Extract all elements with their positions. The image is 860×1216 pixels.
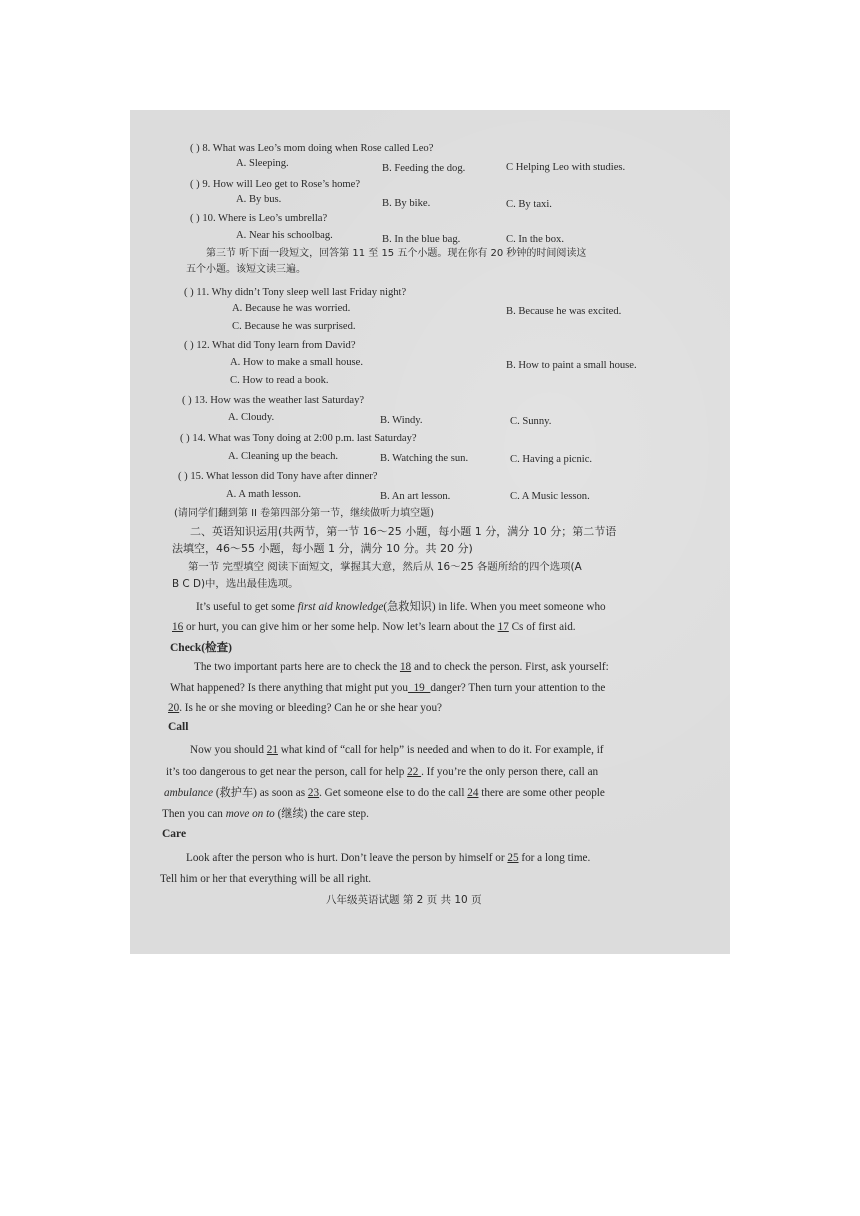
passage-line [164, 786, 694, 800]
heading-check: Check(检查) [170, 642, 232, 654]
heading-call: Call [168, 721, 189, 733]
q11-option-b: B. Because he was excited. [506, 306, 622, 317]
passage-text: . Is he or she moving or bleeding? Can he or she hear you? [179, 702, 443, 714]
question-15: ( ) 15. What lesson did Tony have after dinner? [178, 471, 378, 482]
passage-text: (急救知识) in life. When you meet someone who [383, 601, 606, 613]
q11-option-a: A. Because he was worried. [232, 303, 351, 314]
passage-text: there are some other people [478, 787, 605, 799]
question-11: ( ) 11. Why didn’t Tony sleep well last Friday night? [184, 287, 407, 298]
passage-line [190, 743, 720, 757]
q9-option-a: A. By bus. [236, 194, 282, 205]
passage-text: . If you’re the only person there, call an [421, 766, 599, 778]
passage-italic-term: ambulance [164, 787, 214, 799]
blank-23: 23 [307, 787, 320, 799]
passage-text: (继续) the care step. [274, 808, 369, 820]
question-14: ( ) 14. What was Tony doing at 2:00 p.m. last Saturday? [180, 433, 417, 444]
passage-text: it’s too dangerous to get near the person, call for help [166, 766, 408, 778]
q12-option-c: C. How to read a book. [230, 375, 329, 386]
passage-text: It’s useful to get some [196, 601, 298, 613]
page-footer: 八年级英语试题 第 2 页 共 10 页 [326, 894, 482, 906]
passage-text: Then you can [162, 808, 226, 820]
passage-italic-term: first aid knowledge [297, 601, 384, 613]
passage-text: What happened? Is there anything that might put you [170, 682, 408, 694]
part2-title: 二、英语知识运用(共两节，第一节 16～25 小题，每小题 1 分，满分 10 分；第二节语 [190, 525, 617, 538]
passage-text: danger? Then turn your attention to the [430, 682, 606, 694]
exam-page-scan [130, 110, 730, 954]
section3-instruction-cont: 五个小题。该短文读三遍。 [186, 264, 306, 275]
q12-option-b: B. How to paint a small house. [506, 360, 637, 371]
q12-option-a: A. How to make a small house. [230, 357, 363, 368]
q10-option-a: A. Near his schoolbag. [236, 230, 333, 241]
q8-option-a: A. Sleeping. [236, 158, 289, 169]
blank-22: 22 [407, 766, 422, 778]
q13-option-b: B. Windy. [380, 415, 423, 426]
q8-option-b: B. Feeding the dog. [382, 163, 466, 174]
passage-line [166, 765, 696, 779]
passage-italic-term: move on to [225, 808, 275, 820]
question-10: ( ) 10. Where is Leo’s umbrella? [190, 213, 328, 224]
passage-text: and to check the person. First, ask yourself: [411, 661, 609, 673]
passage-line [168, 701, 698, 715]
q9-option-c: C. By taxi. [506, 199, 552, 210]
part2-title-cont: 法填空，46～55 小题，每小题 1 分，满分 10 分。共 20 分) [172, 542, 473, 555]
q8-option-c: C Helping Leo with studies. [506, 162, 626, 173]
blank-16: 16 [172, 621, 184, 633]
question-8: ( ) 8. What was Leo’s mom doing when Rose called Leo? [190, 143, 434, 154]
blank-20: 20 [168, 702, 180, 714]
q10-option-b: B. In the blue bag. [382, 234, 461, 245]
q15-option-c: C. A Music lesson. [510, 491, 590, 502]
cloze-instruction-cont: B C D)中，选出最佳选项。 [172, 578, 299, 590]
q14-option-b: B. Watching the sun. [380, 453, 469, 464]
passage-text: what kind of “call for help” is needed and when to do it. For example, if [277, 744, 604, 756]
passage-line: Tell him or her that everything will be all right. [160, 873, 372, 885]
question-9: ( ) 9. How will Leo get to Rose’s home? [190, 179, 361, 190]
q9-option-b: B. By bike. [382, 198, 431, 209]
passage-line [194, 660, 724, 674]
passage-text: Look after the person who is hurt. Don’t leave the person by himself or [186, 852, 508, 864]
listening-note: (请同学们翻到第 II 卷第四部分第一节，继续做听力填空题) [174, 508, 435, 519]
passage-text: Cs of first aid. [508, 621, 576, 633]
passage-line [196, 600, 726, 614]
passage-text: or hurt, you can give him or her some help. Now let’s learn about the [183, 621, 498, 633]
blank-21: 21 [266, 744, 278, 756]
passage-text: The two important parts here are to check the [194, 661, 400, 673]
q15-option-b: B. An art lesson. [380, 491, 451, 502]
blank-17: 17 [497, 621, 509, 633]
question-13: ( ) 13. How was the weather last Saturday? [182, 395, 365, 406]
passage-line [162, 807, 692, 821]
blank-19: 19 [407, 682, 431, 694]
passage-line [172, 620, 702, 634]
passage-text: . Get someone else to do the call [319, 787, 468, 799]
q14-option-c: C. Having a picnic. [510, 454, 593, 465]
section3-instruction: 第三节 听下面一段短文，回答第 11 至 15 五个小题。现在你有 20 秒钟的时间阅读这 [206, 248, 587, 259]
q13-option-a: A. Cloudy. [228, 412, 275, 423]
passage-text: Now you should [190, 744, 267, 756]
q13-option-c: C. Sunny. [510, 416, 552, 427]
blank-24: 24 [467, 787, 479, 799]
question-12: ( ) 12. What did Tony learn from David? [184, 340, 356, 351]
blank-25: 25 [507, 852, 519, 864]
q11-option-c: C. Because he was surprised. [232, 321, 356, 332]
q10-option-c: C. In the box. [506, 234, 564, 245]
passage-line [170, 681, 700, 695]
cloze-instruction: 第一节 完型填空 阅读下面短文，掌握其大意，然后从 16～25 各题所给的四个选项(A [188, 561, 582, 573]
heading-care: Care [162, 828, 187, 840]
q15-option-a: A. A math lesson. [226, 489, 302, 500]
passage-text: for a long time. [518, 852, 591, 864]
blank-18: 18 [399, 661, 412, 673]
passage-line [186, 851, 716, 865]
passage-text: (救护车) as soon as [213, 787, 308, 799]
q14-option-a: A. Cleaning up the beach. [228, 451, 339, 462]
